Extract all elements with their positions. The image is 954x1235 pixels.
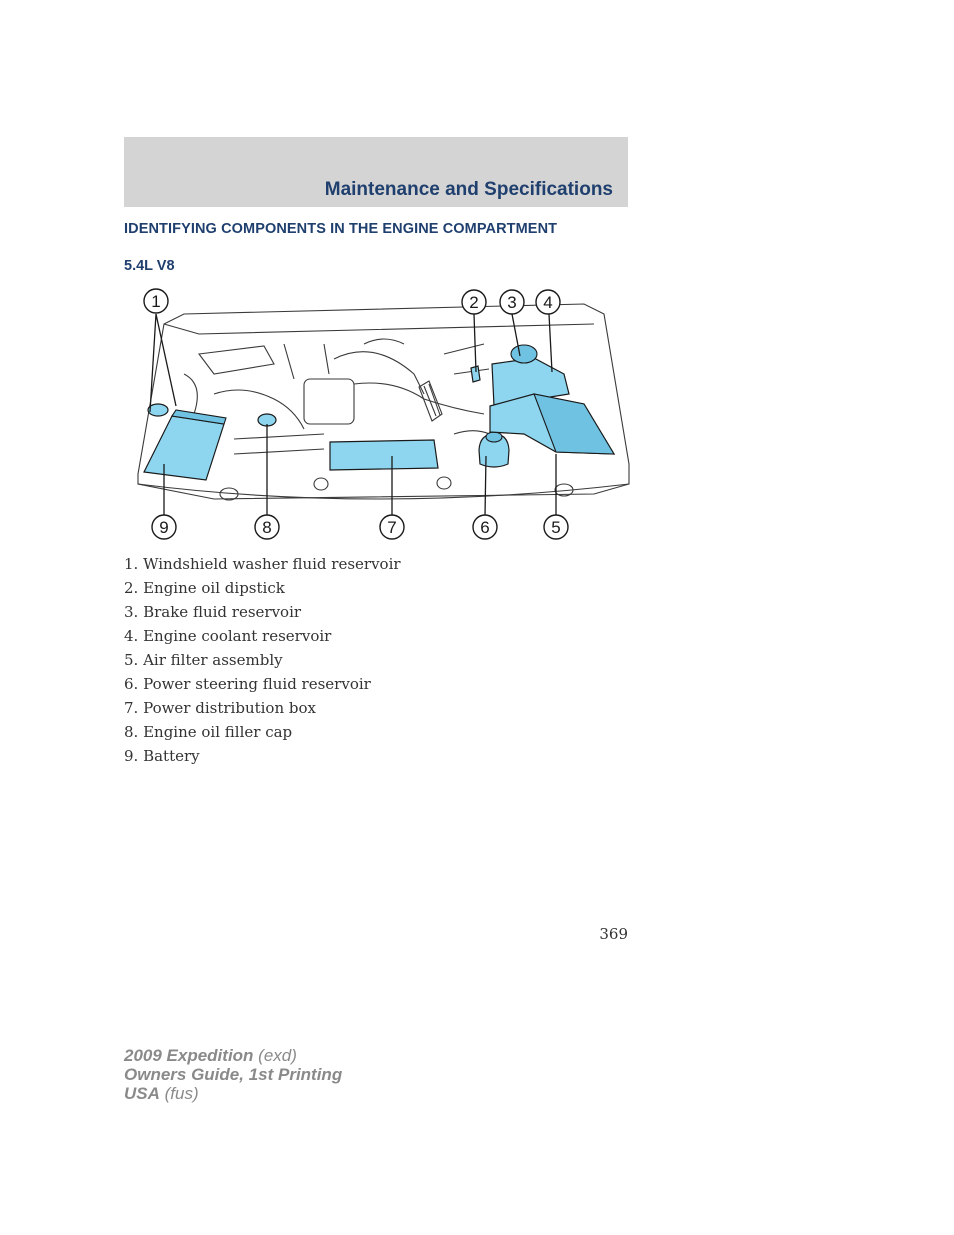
- component-legend: [124, 552, 401, 768]
- svg-text:7: 7: [387, 518, 397, 537]
- footer-model-code: (exd): [258, 1046, 297, 1065]
- footer-model: 2009 Expedition: [124, 1046, 254, 1065]
- power-distribution-box-shape: [330, 440, 438, 470]
- svg-text:4: 4: [543, 293, 553, 312]
- callout-8: [255, 515, 279, 539]
- svg-text:2: 2: [469, 293, 479, 312]
- document-footer: [124, 1046, 342, 1103]
- callout-1: [144, 289, 168, 313]
- legend-item: 6. Power steering fluid reservoir: [124, 675, 371, 693]
- svg-text:6: 6: [480, 518, 490, 537]
- footer-market: USA: [124, 1084, 160, 1103]
- callout-4: [536, 290, 560, 314]
- engine-subtitle: 5.4L V8: [124, 258, 175, 274]
- engine-compartment-diagram: [124, 284, 634, 546]
- callout-2: [462, 290, 486, 314]
- footer-edition: Owners Guide, 1st Printing: [124, 1065, 343, 1084]
- battery-shape: [144, 416, 224, 480]
- callout-3: [500, 290, 524, 314]
- svg-text:1: 1: [151, 292, 161, 311]
- footer-market-code: (fus): [164, 1084, 199, 1103]
- chapter-title: Maintenance and Specifications: [324, 179, 613, 200]
- page-number: 369: [599, 925, 628, 943]
- legend-item: 3. Brake fluid reservoir: [124, 603, 302, 621]
- section-title: IDENTIFYING COMPONENTS IN THE ENGINE COMPARTMENT: [124, 221, 558, 237]
- legend-item: 9. Battery: [124, 747, 200, 765]
- brake-fluid-cap-shape: [511, 345, 537, 363]
- svg-text:3: 3: [507, 293, 517, 312]
- legend-item: 1. Windshield washer fluid reservoir: [124, 555, 401, 573]
- svg-text:8: 8: [262, 518, 272, 537]
- legend-item: 5. Air filter assembly: [124, 651, 283, 669]
- engine-details: [184, 339, 504, 454]
- callout-7: [380, 515, 404, 539]
- legend-item: 7. Power distribution box: [124, 699, 316, 717]
- callout-6: [473, 515, 497, 539]
- legend-item: 4. Engine coolant reservoir: [124, 627, 332, 645]
- svg-text:9: 9: [159, 518, 169, 537]
- section-header-band: [124, 137, 628, 207]
- legend-item: 8. Engine oil filler cap: [124, 723, 293, 741]
- highlighted-components: [144, 345, 614, 480]
- legend-item: 2. Engine oil dipstick: [124, 579, 285, 597]
- callout-9: [152, 515, 176, 539]
- svg-text:5: 5: [551, 518, 561, 537]
- callout-5: [544, 515, 568, 539]
